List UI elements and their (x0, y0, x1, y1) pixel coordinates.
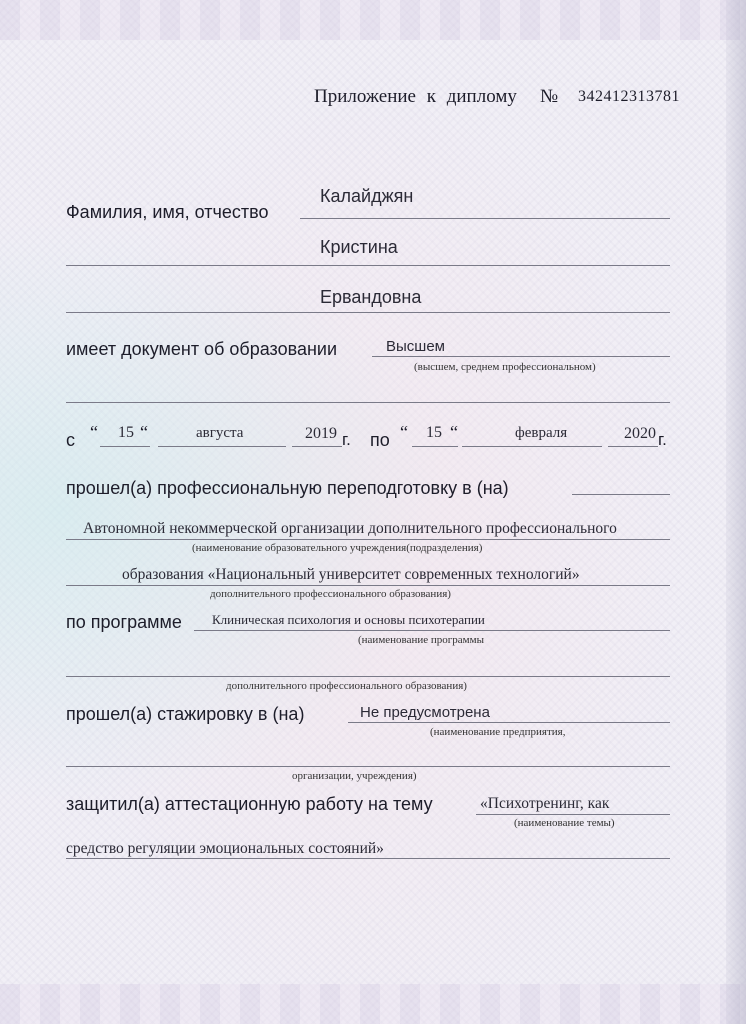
from-label: с (66, 430, 75, 450)
surname-line (300, 218, 670, 219)
internship-line (348, 722, 670, 723)
appendix-title: Приложение к диплому (314, 86, 517, 107)
patronymic-value: Ервандовна (320, 287, 422, 307)
thesis-value-line-1: «Психотренинг, как (480, 795, 610, 812)
organization-underline-1 (66, 539, 670, 540)
surname-value: Калайджян (320, 186, 414, 206)
thesis-line-2 (66, 858, 670, 859)
internship-extra-line (66, 766, 670, 767)
from-month-value: августа (196, 425, 244, 441)
bottom-ornament-band (0, 984, 746, 1024)
quote-close-1: “ (140, 422, 148, 442)
education-label: имеет документ об образовании (66, 339, 338, 359)
from-year-value: 2019 (305, 425, 337, 442)
education-extra-line (66, 402, 670, 403)
retraining-line (572, 494, 670, 495)
thesis-caption: (наименование темы) (514, 817, 615, 829)
education-value: Высшем (386, 338, 445, 355)
to-year-line (608, 446, 658, 447)
thesis-label: защитил(а) аттестационную работу на тему (66, 794, 433, 814)
from-day-value: 15 (118, 424, 134, 441)
program-extra-line (66, 676, 670, 677)
first-name-line (66, 265, 670, 266)
internship-label: прошел(а) стажировку в (на) (66, 704, 305, 724)
education-line (372, 356, 670, 357)
retraining-label: прошел(а) профессиональную переподготовку в (на) (66, 478, 509, 498)
to-month-value: февраля (515, 425, 568, 441)
full-name-label: Фамилия, имя, отчество (66, 202, 269, 222)
from-day-line (100, 446, 150, 447)
program-caption-2: дополнительного профессионального образования) (226, 680, 467, 692)
to-year-value: 2020 (624, 425, 656, 442)
from-year-suffix: г. (342, 430, 351, 449)
organization-caption-1: (наименование образовательного учреждения(подразделения) (192, 542, 483, 554)
number-sign: № (540, 86, 559, 107)
thesis-line-1 (476, 814, 670, 815)
page-edge-shadow (726, 0, 746, 1024)
organization-underline-2 (66, 585, 670, 586)
to-month-line (462, 446, 602, 447)
top-ornament-band (0, 0, 746, 40)
from-year-line (292, 446, 342, 447)
program-label: по программе (66, 612, 182, 632)
internship-value: Не предусмотрена (360, 704, 490, 721)
education-caption: (высшем, среднем профессиональном) (414, 361, 596, 373)
program-caption-1: (наименование программы (358, 634, 484, 646)
quote-open-2: “ (400, 422, 408, 442)
organization-caption-2: дополнительного профессионального образования) (210, 588, 451, 600)
to-day-value: 15 (426, 424, 442, 441)
quote-open-1: “ (90, 422, 98, 442)
internship-caption-1: (наименование предприятия, (430, 726, 566, 738)
internship-caption-2: организации, учреждения) (292, 770, 417, 782)
thesis-value-line-2: средство регуляции эмоциональных состояний» (66, 840, 384, 857)
organization-line-1: Автономной некоммерческой организации дополнительного профессионального (83, 520, 617, 537)
from-month-line (158, 446, 286, 447)
patronymic-line (66, 312, 670, 313)
to-year-suffix: г. (658, 430, 667, 449)
first-name-value: Кристина (320, 237, 398, 257)
organization-line-2: образования «Национальный университет современных технологий» (122, 566, 580, 583)
diploma-number: 342412313781 (578, 88, 680, 105)
quote-close-2: “ (450, 422, 458, 442)
program-value: Клиническая психология и основы психотерапии (212, 612, 485, 627)
to-day-line (412, 446, 458, 447)
to-label: по (370, 430, 390, 450)
program-line (194, 630, 670, 631)
